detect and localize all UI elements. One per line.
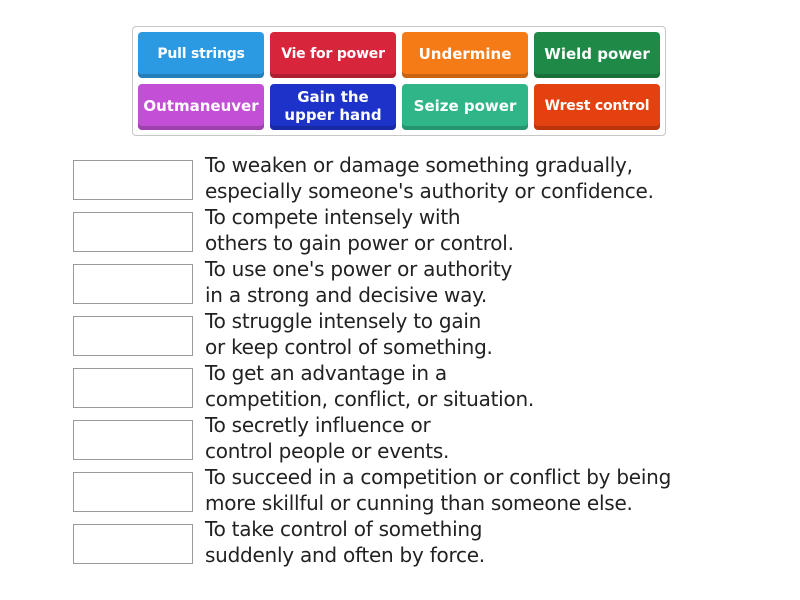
drop-box-7[interactable] <box>73 472 193 512</box>
drop-box-1[interactable] <box>73 160 193 200</box>
drop-box-3[interactable] <box>73 264 193 304</box>
definition-text-2: To compete intensely with others to gain power or control. <box>205 205 514 255</box>
drop-box-6[interactable] <box>73 420 193 460</box>
tile-gain-the-upper-hand[interactable]: Gain the upper hand <box>270 84 396 130</box>
definition-text-7: To succeed in a competition or conflict by being more skillful or cunning than someone else. <box>205 465 672 515</box>
definition-text-8: To take control of something suddenly and often by force. <box>205 517 485 567</box>
tile-undermine[interactable]: Undermine <box>402 32 528 78</box>
tile-outmaneuver[interactable]: Outmaneuver <box>138 84 264 130</box>
drop-box-8[interactable] <box>73 524 193 564</box>
tile-vie-for-power[interactable]: Vie for power <box>270 32 396 78</box>
tile-wrest-control[interactable]: Wrest control <box>534 84 660 130</box>
definition-text-1: To weaken or damage something gradually, especially someone's authority or confidence. <box>205 153 654 203</box>
drop-box-4[interactable] <box>73 316 193 356</box>
tile-wield-power[interactable]: Wield power <box>534 32 660 78</box>
definition-text-5: To get an advantage in a competition, conflict, or situation. <box>205 361 534 411</box>
tile-seize-power[interactable]: Seize power <box>402 84 528 130</box>
tile-pull-strings[interactable]: Pull strings <box>138 32 264 78</box>
definition-text-4: To struggle intensely to gain or keep control of something. <box>205 309 493 359</box>
drop-box-2[interactable] <box>73 212 193 252</box>
definition-text-3: To use one's power or authority in a strong and decisive way. <box>205 257 513 307</box>
drop-box-5[interactable] <box>73 368 193 408</box>
definition-text-6: To secretly influence or control people or events. <box>205 413 450 463</box>
